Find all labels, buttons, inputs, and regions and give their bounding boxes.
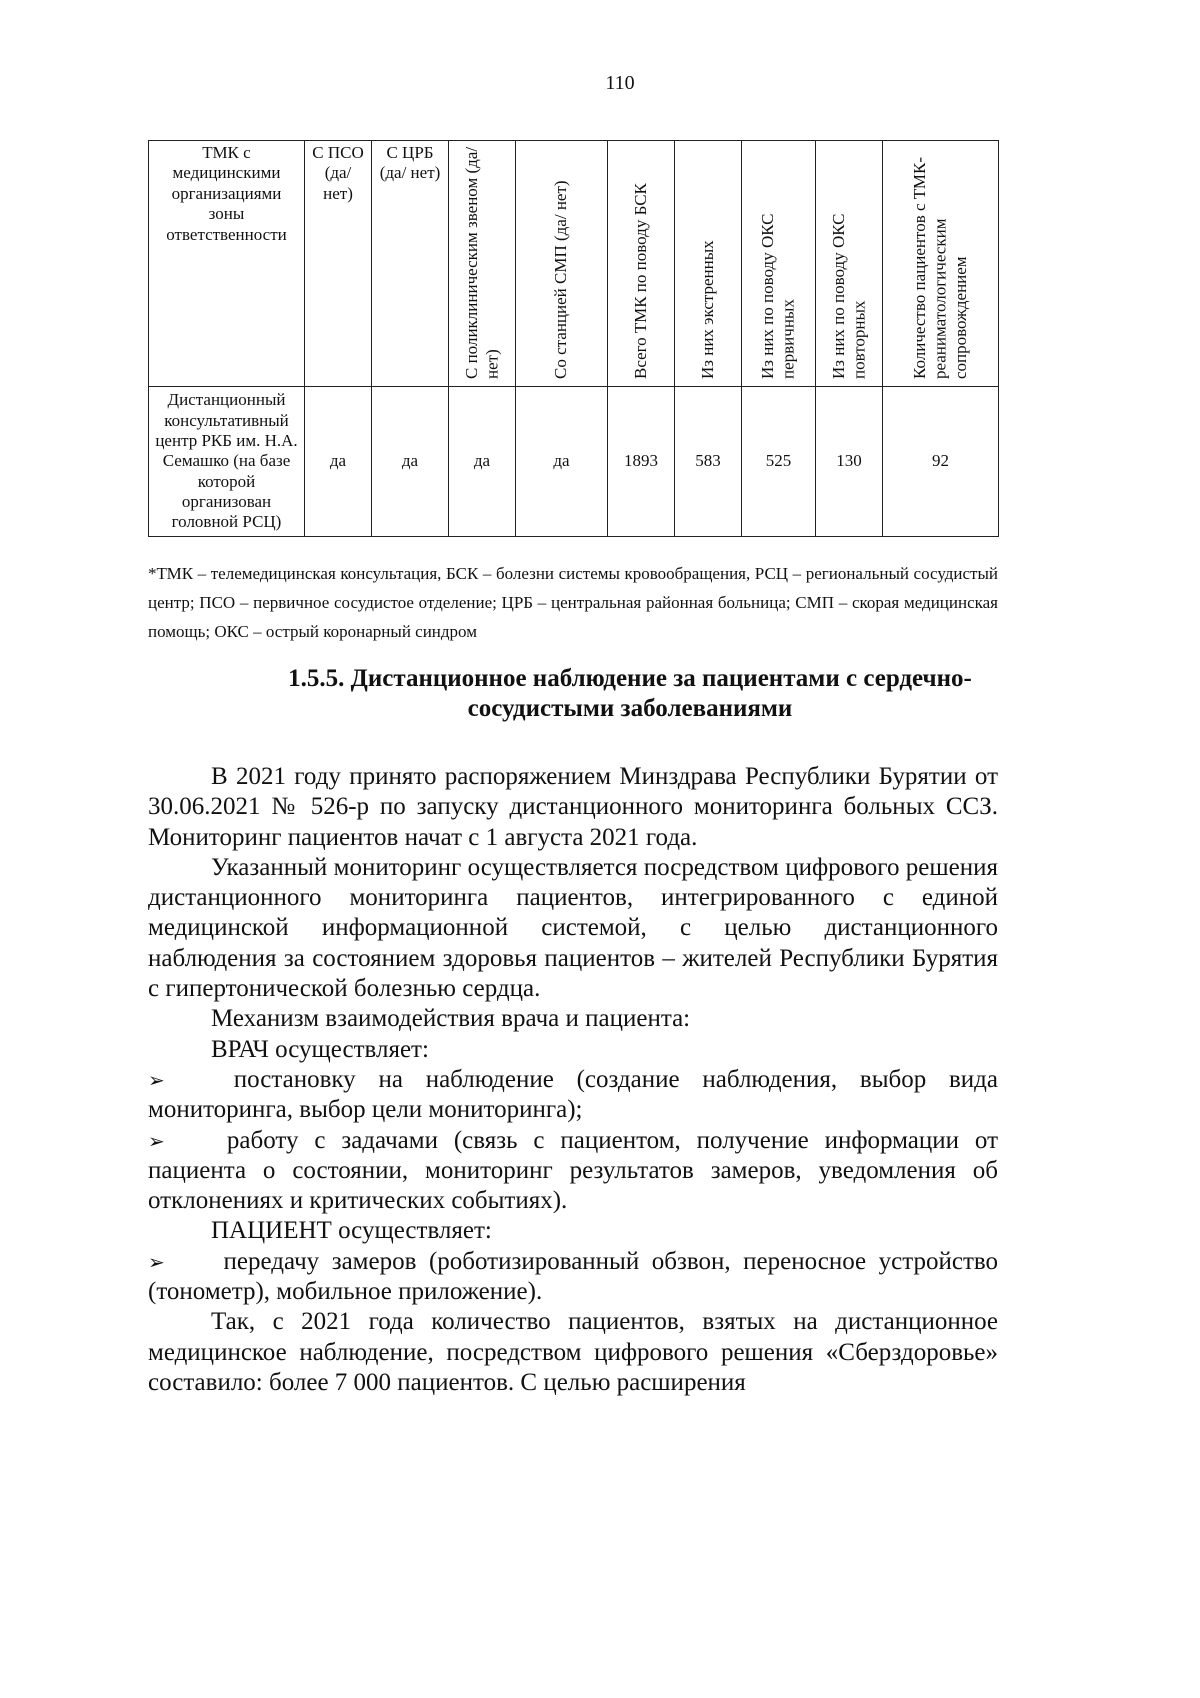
header-cell [608, 141, 675, 387]
header-cell [883, 141, 999, 387]
table-cell: да [305, 387, 372, 537]
paragraph: Указанный мониторинг осуществляется посредством цифрового решения дистанционного мониторинга пациентов, интегрированного с единой медицинской информационной системой, с целью дистанционного наблюдения за состоянием здоровья пациентов – жителей Республики Бурятия с гипертонической болезнью сердца. [148, 853, 998, 1003]
paragraph: Так, с 2021 года количество пациентов, взятых на дистанционное медицинское наблюдение, посредством цифрового решения «Сберздоровье» составило: более 7 000 пациентов. С целью расширения [148, 1308, 998, 1396]
section-heading: 1.5.5. Дистанционное наблюдение за пациентами с сердечно-сосудистыми заболеваниями [288, 665, 972, 722]
footnote: *ТМК – телемедицинская консультация, БСК – болезни системы кровообращения, РСЦ – региональный сосудистый центр; ПСО – первичное сосудистое отделение; ЦРБ – центральная районная больница; СМП – скорая медицинская помощь; ОКС – острый коронарный синдром [148, 564, 998, 641]
table-cell: 130 [816, 387, 883, 537]
table-cell: Дистанционный консультативный центр РКБ им. Н.А. Семашко (на базе которой организован головной РСЦ) [149, 387, 305, 537]
list-item [148, 1126, 998, 1217]
header-cell [816, 141, 883, 387]
header-cell [675, 141, 742, 387]
paragraph: В 2021 году принято распоряжением Минздрава Республики Бурятии от 30.06.2021 № 526-р по запуску дистанционного мониторинга больных ССЗ. Мониторинг пациентов начат с 1 августа 2021 года. [148, 763, 998, 851]
header-label: Из них экстренных [697, 240, 717, 379]
table-cell: да [449, 387, 516, 537]
paragraph: ПАЦИЕНТ осуществляет: [211, 1217, 492, 1245]
list-item-text: работу с задачами (связь с пациентом, получение информации от пациента о состоянии, мониторинг результатов замеров, уведомления об отклонениях и критических событиях). [148, 1126, 999, 1215]
table-cell: 583 [675, 387, 742, 537]
header-label: Со станцией СМП (да/ нет) [551, 180, 571, 379]
paragraph: Механизм взаимодействия врача и пациента: [211, 1005, 691, 1033]
list-item-text: передачу замеров (роботизированный обзвон, переносное устройство (тонометр), мобильное приложение). [148, 1247, 998, 1306]
arrow-bullet-icon: ➢ [148, 1249, 165, 1274]
table-cell: 1893 [608, 387, 675, 537]
header-cell: С ПСО (да/ нет) [305, 141, 372, 387]
arrow-bullet-icon: ➢ [148, 1067, 165, 1092]
header-label: Из них по поводу ОКС первичных [758, 213, 798, 379]
list-item [148, 1247, 998, 1308]
header-cell [516, 141, 608, 387]
header-cell: С ЦРБ (да/ нет) [372, 141, 449, 387]
body-text [148, 762, 998, 1398]
paragraph: ВРАЧ осуществляет: [211, 1035, 429, 1063]
table-row [149, 387, 999, 537]
header-cell [742, 141, 816, 387]
header-cell: ТМК с медицинскими организациями зоны ответственности [149, 141, 305, 387]
table-cell: 525 [742, 387, 816, 537]
list-item [148, 1065, 998, 1126]
tmk-table [148, 140, 999, 537]
arrow-bullet-icon: ➢ [148, 1128, 165, 1153]
header-label: Всего ТМК по поводу БСК [630, 183, 650, 379]
table-cell: 92 [883, 387, 999, 537]
header-label: Из них по поводу ОКС повторных [828, 213, 868, 379]
header-label: С поликлиническим звеном (да/ нет) [461, 146, 501, 379]
table-cell: да [372, 387, 449, 537]
page-number: 110 [605, 72, 635, 94]
table-cell: да [516, 387, 608, 537]
header-label: Количество пациентов с ТМК-реаниматологическим сопровождением [909, 156, 970, 379]
table-header-row [149, 141, 999, 387]
header-cell [449, 141, 516, 387]
list-item-text: постановку на наблюдение (создание наблюдения, выбор вида мониторинга, выбор цели мониторинга); [148, 1065, 999, 1124]
